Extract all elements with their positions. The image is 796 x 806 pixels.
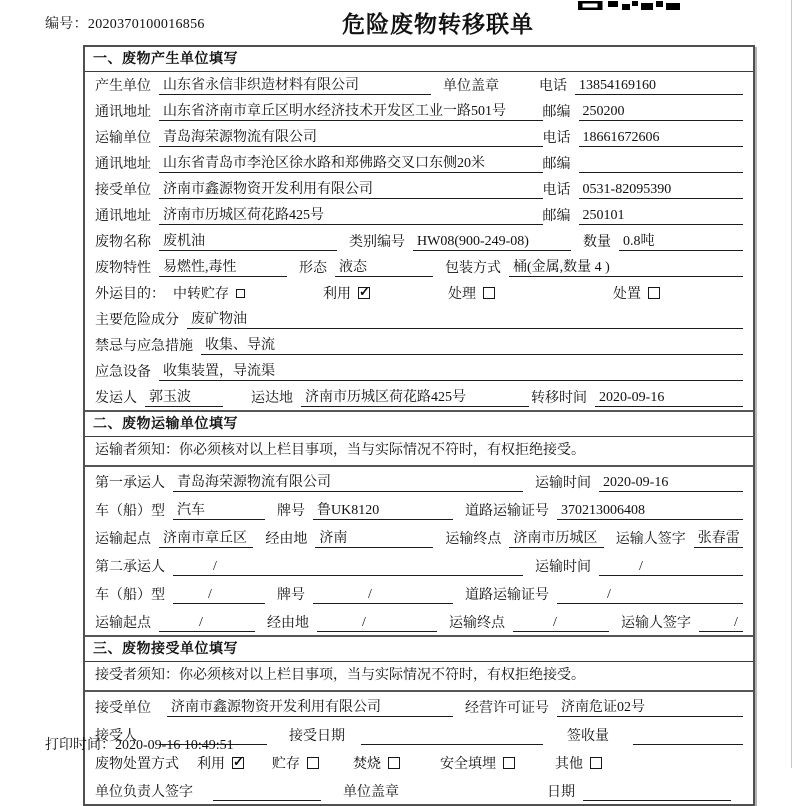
zip1-label: 邮编 xyxy=(542,105,571,120)
purpose-transfer-storage-label: 中转贮存 xyxy=(173,287,229,302)
disposal-utilize-label: 利用 xyxy=(197,757,225,772)
via2-label: 经由地 xyxy=(267,616,309,631)
transfer-time-label: 转移时间 xyxy=(531,391,587,406)
zip3-label: 邮编 xyxy=(542,209,571,224)
equipment-label: 应急设备 xyxy=(95,365,151,380)
taboo-measures-row xyxy=(85,332,753,358)
transporter-value: 青岛海荣源物流有限公司 xyxy=(159,126,543,147)
end1-value: 济南市历城区 xyxy=(509,527,603,548)
page-edge-line xyxy=(791,0,792,768)
sign1-value: 张春雷 xyxy=(694,527,743,548)
producer-label: 产生单位 xyxy=(95,79,151,94)
purpose-utilize-label: 利用 xyxy=(323,287,351,302)
quantity-label: 数量 xyxy=(583,235,611,250)
category-label: 类别编号 xyxy=(349,235,405,250)
vehicle1-value: 汽车 xyxy=(173,499,265,520)
waste-name-value: 废机油 xyxy=(159,230,337,251)
vehicle2-row xyxy=(85,579,753,607)
purpose-transfer-storage-checkbox[interactable] xyxy=(236,289,245,298)
carrier2-label: 第二承运人 xyxy=(95,560,165,575)
transport-time2-label: 运输时间 xyxy=(535,560,591,575)
date-value xyxy=(583,785,731,801)
disposal-storage-checkbox[interactable] xyxy=(307,757,319,769)
transporter-address-row xyxy=(85,150,753,176)
carrier1-value: 青岛海荣源物流有限公司 xyxy=(173,471,523,492)
disposal-storage-option xyxy=(272,753,319,773)
plate2-value: / xyxy=(313,587,453,604)
section-transporter-title: 二、废物运输单位填写 xyxy=(85,412,753,437)
disposal-landfill-option xyxy=(440,753,515,773)
disposal-landfill-checkbox[interactable] xyxy=(503,757,515,769)
accept-date-value xyxy=(361,729,543,745)
zip2-label: 邮编 xyxy=(542,157,571,172)
receiver-address-row xyxy=(85,202,753,228)
vehicle2-label: 车（船）型 xyxy=(95,588,165,603)
disposal-incinerate-option xyxy=(353,753,400,773)
address3-value: 济南市历城区荷花路425号 xyxy=(159,204,543,225)
address1-value: 山东省济南市章丘区明水经济技术开发区工业一路501号 xyxy=(159,100,543,121)
hazard-component-row xyxy=(85,306,753,332)
zip3-value: 250101 xyxy=(579,208,743,225)
waste-character-row xyxy=(85,254,753,280)
section-producer xyxy=(85,47,753,410)
transporter-row xyxy=(85,124,753,150)
destination-value: 济南市历城区荷花路425号 xyxy=(301,386,529,407)
purpose-dispose-label: 处置 xyxy=(613,287,641,302)
receiver-notice: 接受者须知：你必须核对以上栏目事项，当与实际情况不符时，有权拒绝接受。 xyxy=(85,662,753,692)
plate2-label: 牌号 xyxy=(277,588,305,603)
disposal-method-label: 废物处置方式 xyxy=(95,757,179,772)
print-time-value: 2020-09-16 10:49:51 xyxy=(115,738,234,753)
disposal-incinerate-label: 焚烧 xyxy=(353,757,381,772)
producer-address-row xyxy=(85,98,753,124)
hazard-value: 废矿物油 xyxy=(187,308,743,329)
disposal-storage-label: 贮存 xyxy=(272,757,300,772)
page-title: 危险废物转移联单 xyxy=(342,12,534,37)
received-qty-value xyxy=(633,729,743,745)
hazard-label: 主要危险成分 xyxy=(95,313,179,328)
receiver-value: 济南市鑫源物资开发利用有限公司 xyxy=(159,178,543,199)
route2-row xyxy=(85,607,753,635)
sign2-label: 运输人签字 xyxy=(621,616,691,631)
disposal-utilize-option xyxy=(197,753,244,773)
purpose-treat-checkbox[interactable] xyxy=(483,287,495,299)
equipment-value: 收集装置，导流渠 xyxy=(159,360,743,381)
qr-code-icon xyxy=(578,0,682,10)
road-license2-label: 道路运输证号 xyxy=(465,588,549,603)
road-license1-label: 道路运输证号 xyxy=(465,504,549,519)
category-value: HW08(900-249-08) xyxy=(413,234,571,251)
carrier1-label: 第一承运人 xyxy=(95,476,165,491)
head-sign-label: 单位负责人签字 xyxy=(95,785,193,800)
received-qty-label: 签收量 xyxy=(567,729,609,744)
second-carrier-row xyxy=(85,551,753,579)
purpose-utilize-checkbox[interactable] xyxy=(358,287,370,299)
vehicle1-row xyxy=(85,495,753,523)
zip1-value: 250200 xyxy=(579,104,743,121)
end2-value: / xyxy=(513,615,609,632)
shipper-value: 郭玉波 xyxy=(145,386,223,407)
first-carrier-row xyxy=(85,467,753,495)
phone1-value: 13854169160 xyxy=(575,78,743,95)
sign2-value: / xyxy=(699,615,743,632)
character-value: 易燃性,毒性 xyxy=(159,256,287,277)
sign1-label: 运输人签字 xyxy=(615,532,686,547)
responsible-sign-row xyxy=(85,776,753,804)
origin1-label: 运输起点 xyxy=(95,532,151,547)
plate1-label: 牌号 xyxy=(277,504,305,519)
purpose-transfer-storage-option xyxy=(173,283,245,303)
plate1-value: 鲁UK8120 xyxy=(313,499,453,520)
packing-label: 包装方式 xyxy=(445,261,501,276)
producer-value: 山东省永信非织造材料有限公司 xyxy=(159,74,431,95)
disposal-other-label: 其他 xyxy=(555,757,583,772)
quantity-value: 0.8吨 xyxy=(619,230,743,251)
accepting-unit-value: 济南市鑫源物资开发利用有限公司 xyxy=(167,696,453,717)
address1-label: 通讯地址 xyxy=(95,105,151,120)
vehicle1-label: 车（船）型 xyxy=(95,504,165,519)
purpose-treat-label: 处理 xyxy=(448,287,476,302)
road-license1-value: 370213006408 xyxy=(557,503,743,520)
via2-value: / xyxy=(317,615,437,632)
receiver-row xyxy=(85,176,753,202)
form-state-value: 液态 xyxy=(335,256,433,277)
address2-value: 山东省青岛市李沧区徐水路和郑佛路交叉口东侧20米 xyxy=(159,152,543,173)
taboo-value: 收集、导流 xyxy=(201,334,743,355)
section-producer-title: 一、废物产生单位填写 xyxy=(85,47,753,72)
disposal-other-checkbox[interactable] xyxy=(590,757,602,769)
packing-value: 桶(金属,数量 4 ) xyxy=(509,256,743,277)
acceptor-label: 接受人 xyxy=(95,729,137,744)
accepting-unit-label: 接受单位 xyxy=(95,701,151,716)
unit-seal2-label: 单位盖章 xyxy=(343,785,399,800)
phone2-value: 18661672606 xyxy=(579,130,743,147)
section-transporter xyxy=(85,410,753,635)
origin2-label: 运输起点 xyxy=(95,616,151,631)
phone1-label: 电话 xyxy=(539,79,567,94)
transporter-label: 运输单位 xyxy=(95,131,151,146)
phone3-label: 电话 xyxy=(542,183,571,198)
unit-seal-label: 单位盖章 xyxy=(443,79,499,94)
transport-purpose-row xyxy=(85,280,753,306)
print-time-label: 打印时间： xyxy=(45,738,115,753)
transport-time1-label: 运输时间 xyxy=(535,476,591,491)
section-receiver-title: 三、废物接受单位填写 xyxy=(85,637,753,662)
destination-label: 运达地 xyxy=(251,391,293,406)
taboo-label: 禁忌与应急措施 xyxy=(95,339,193,354)
origin2-value: / xyxy=(159,615,255,632)
waste-name-row xyxy=(85,228,753,254)
head-sign-value xyxy=(213,785,321,801)
phone2-label: 电话 xyxy=(542,131,571,146)
purpose-label: 外运目的： xyxy=(95,287,165,302)
section-receiver xyxy=(85,635,753,804)
phone3-value: 0531-82095390 xyxy=(579,182,743,199)
vehicle2-value: / xyxy=(173,587,265,604)
disposal-incinerate-checkbox[interactable] xyxy=(388,757,400,769)
disposal-utilize-checkbox[interactable] xyxy=(232,757,244,769)
address3-label: 通讯地址 xyxy=(95,209,151,224)
emergency-equipment-row xyxy=(85,358,753,384)
serial-number: 2020370100016856 xyxy=(87,17,205,32)
route1-row xyxy=(85,523,753,551)
transport-time1-value: 2020-09-16 xyxy=(599,475,743,492)
transfer-time-value: 2020-09-16 xyxy=(595,390,743,407)
purpose-dispose-option xyxy=(613,283,660,303)
transporter-notice: 运输者须知：你必须核对以上栏目事项，当与实际情况不符时，有权拒绝接受。 xyxy=(85,437,753,467)
waste-name-label: 废物名称 xyxy=(95,235,151,250)
address2-label: 通讯地址 xyxy=(95,157,151,172)
hazardous-waste-transfer-form xyxy=(83,45,755,806)
carrier2-value: / xyxy=(173,559,523,576)
disposal-other-option xyxy=(555,753,602,773)
disposal-landfill-label: 安全填埋 xyxy=(440,757,496,772)
producer-row xyxy=(85,72,753,98)
end2-label: 运输终点 xyxy=(449,616,505,631)
road-license2-value: / xyxy=(557,587,743,604)
permit-label: 经营许可证号 xyxy=(465,701,549,716)
receiver-label: 接受单位 xyxy=(95,183,151,198)
form-state-label: 形态 xyxy=(299,261,327,276)
print-time-line xyxy=(45,734,234,754)
origin1-value: 济南市章丘区 xyxy=(159,527,253,548)
purpose-treat-option xyxy=(448,283,495,303)
purpose-utilize-option xyxy=(323,283,370,303)
shipper-label: 发运人 xyxy=(95,391,137,406)
permit-value: 济南危证02号 xyxy=(557,696,743,717)
transport-time2-value: / xyxy=(599,559,743,576)
date-label: 日期 xyxy=(547,785,575,800)
accepting-unit-row xyxy=(85,692,753,720)
accept-date-label: 接受日期 xyxy=(289,729,345,744)
purpose-dispose-checkbox[interactable] xyxy=(648,287,660,299)
end1-label: 运输终点 xyxy=(445,532,502,547)
character-label: 废物特性 xyxy=(95,261,151,276)
zip2-value xyxy=(579,157,743,173)
form-header xyxy=(0,0,796,45)
via1-value: 济南 xyxy=(315,527,433,548)
shipper-row xyxy=(85,384,753,410)
serial-label: 编号： xyxy=(45,17,88,32)
via1-label: 经由地 xyxy=(265,532,308,547)
